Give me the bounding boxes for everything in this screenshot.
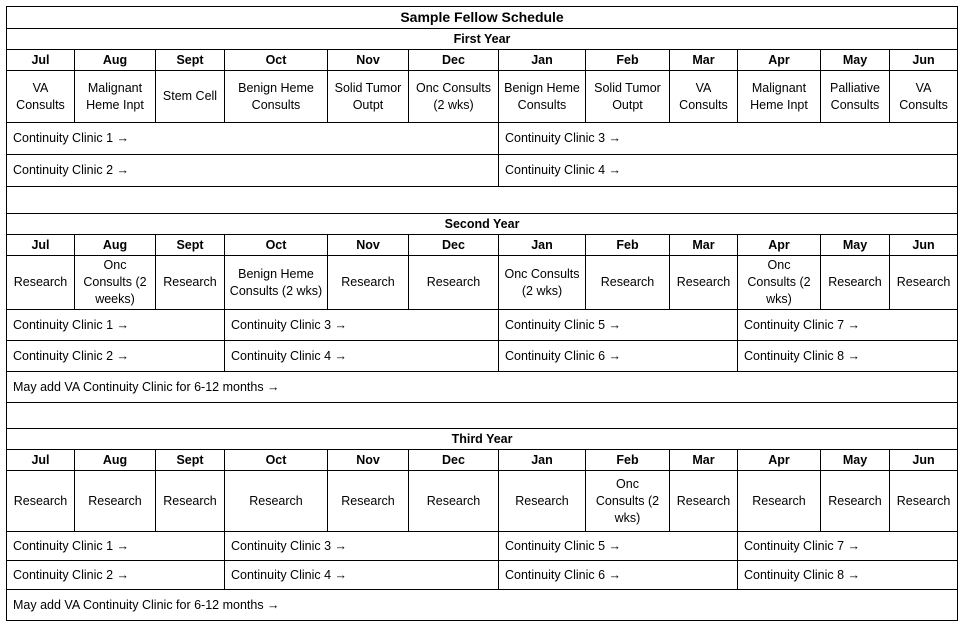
rotation-cell: Research	[499, 471, 586, 532]
continuity-clinic-cell: Continuity Clinic 3 →	[225, 310, 499, 341]
rotation-cell: Stem Cell	[156, 71, 225, 123]
month-sept: Sept	[156, 50, 225, 71]
month-may: May	[821, 50, 890, 71]
month-sept: Sept	[156, 235, 225, 256]
year2-heading: Second Year	[7, 214, 958, 235]
month-dec: Dec	[409, 50, 499, 71]
rotation-cell: Research	[738, 471, 821, 532]
continuity-clinic-cell: Continuity Clinic 7 →	[738, 532, 958, 561]
continuity-clinic-row	[7, 341, 958, 372]
rotation-cell: Research	[586, 256, 670, 310]
continuity-clinic-cell: Continuity Clinic 5 →	[499, 310, 738, 341]
month-aug: Aug	[75, 235, 156, 256]
continuity-clinic-cell: Continuity Clinic 4 →	[499, 155, 958, 187]
spacer-cell	[7, 403, 958, 429]
rotation-cell: Research	[156, 471, 225, 532]
month-feb: Feb	[586, 450, 670, 471]
month-header-row	[7, 235, 958, 256]
month-jun: Jun	[890, 450, 958, 471]
month-oct: Oct	[225, 450, 328, 471]
continuity-clinic-cell: Continuity Clinic 1 →	[7, 532, 225, 561]
continuity-clinic-cell: Continuity Clinic 7 →	[738, 310, 958, 341]
month-mar: Mar	[670, 235, 738, 256]
va-note-row	[7, 372, 958, 403]
rotation-cell: Research	[409, 471, 499, 532]
month-jul: Jul	[7, 450, 75, 471]
schedule-table	[6, 6, 958, 621]
month-oct: Oct	[225, 50, 328, 71]
month-jun: Jun	[890, 50, 958, 71]
rotation-cell: Research	[225, 471, 328, 532]
rotation-cell: Onc Consults (2 wks)	[738, 256, 821, 310]
continuity-clinic-cell: Continuity Clinic 3 →	[225, 532, 499, 561]
schedule-body	[7, 7, 958, 621]
month-jan: Jan	[499, 50, 586, 71]
month-dec: Dec	[409, 235, 499, 256]
month-feb: Feb	[586, 50, 670, 71]
continuity-clinic-cell: Continuity Clinic 6 →	[499, 341, 738, 372]
rotation-cell: Research	[75, 471, 156, 532]
month-header-row	[7, 50, 958, 71]
month-feb: Feb	[586, 235, 670, 256]
month-jul: Jul	[7, 235, 75, 256]
month-jun: Jun	[890, 235, 958, 256]
rotation-cell: Research	[821, 471, 890, 532]
rotation-cell: Onc Consults (2 wks)	[586, 471, 670, 532]
year-heading-row	[7, 429, 958, 450]
month-jan: Jan	[499, 235, 586, 256]
month-oct: Oct	[225, 235, 328, 256]
rotation-cell: Research	[890, 256, 958, 310]
title-row	[7, 7, 958, 29]
rotation-cell: Research	[821, 256, 890, 310]
rotation-cell: Research	[890, 471, 958, 532]
rotation-cell: Onc Consults (2 weeks)	[75, 256, 156, 310]
rotation-cell: Solid Tumor Outpt	[586, 71, 670, 123]
rotation-cell: Benign Heme Consults	[499, 71, 586, 123]
month-aug: Aug	[75, 450, 156, 471]
month-nov: Nov	[328, 235, 409, 256]
continuity-clinic-cell: Continuity Clinic 6 →	[499, 561, 738, 590]
rotation-cell: Research	[7, 256, 75, 310]
year1-heading: First Year	[7, 29, 958, 50]
month-apr: Apr	[738, 235, 821, 256]
continuity-clinic-cell: Continuity Clinic 2 →	[7, 561, 225, 590]
month-nov: Nov	[328, 50, 409, 71]
year-heading-row	[7, 214, 958, 235]
spacer-cell	[7, 187, 958, 214]
continuity-clinic-cell: Continuity Clinic 8 →	[738, 341, 958, 372]
va-continuity-note: May add VA Continuity Clinic for 6-12 months →	[7, 372, 958, 403]
rotation-cell: Research	[328, 471, 409, 532]
spacer-row	[7, 403, 958, 429]
rotation-cell: Onc Consults (2 wks)	[409, 71, 499, 123]
spacer-row	[7, 187, 958, 214]
month-dec: Dec	[409, 450, 499, 471]
year-heading-row	[7, 29, 958, 50]
month-apr: Apr	[738, 50, 821, 71]
month-may: May	[821, 235, 890, 256]
year3-heading: Third Year	[7, 429, 958, 450]
continuity-clinic-cell: Continuity Clinic 5 →	[499, 532, 738, 561]
continuity-clinic-cell: Continuity Clinic 4 →	[225, 561, 499, 590]
continuity-clinic-row	[7, 561, 958, 590]
va-continuity-note: May add VA Continuity Clinic for 6-12 months →	[7, 590, 958, 621]
continuity-clinic-cell: Continuity Clinic 4 →	[225, 341, 499, 372]
rotation-cell: Research	[670, 471, 738, 532]
rotation-cell: Malignant Heme Inpt	[75, 71, 156, 123]
rotation-cell: Palliative Consults	[821, 71, 890, 123]
continuity-clinic-cell: Continuity Clinic 8 →	[738, 561, 958, 590]
month-jul: Jul	[7, 50, 75, 71]
month-may: May	[821, 450, 890, 471]
va-note-row	[7, 590, 958, 621]
schedule-title: Sample Fellow Schedule	[7, 7, 958, 29]
rotation-cell: Research	[328, 256, 409, 310]
rotation-cell: Benign Heme Consults (2 wks)	[225, 256, 328, 310]
month-jan: Jan	[499, 450, 586, 471]
rotation-cell: Malignant Heme Inpt	[738, 71, 821, 123]
rotation-cell: VA Consults	[670, 71, 738, 123]
month-apr: Apr	[738, 450, 821, 471]
rotation-cell: Research	[409, 256, 499, 310]
continuity-clinic-cell: Continuity Clinic 2 →	[7, 155, 499, 187]
month-sept: Sept	[156, 450, 225, 471]
rotation-cell: VA Consults	[890, 71, 958, 123]
continuity-clinic-cell: Continuity Clinic 1 →	[7, 123, 499, 155]
rotation-row	[7, 471, 958, 532]
continuity-clinic-row	[7, 155, 958, 187]
rotation-cell: Research	[156, 256, 225, 310]
continuity-clinic-row	[7, 310, 958, 341]
continuity-clinic-row	[7, 532, 958, 561]
rotation-row	[7, 256, 958, 310]
month-aug: Aug	[75, 50, 156, 71]
continuity-clinic-cell: Continuity Clinic 2 →	[7, 341, 225, 372]
month-header-row	[7, 450, 958, 471]
rotation-cell: Research	[670, 256, 738, 310]
month-mar: Mar	[670, 50, 738, 71]
rotation-cell: Benign Heme Consults	[225, 71, 328, 123]
rotation-cell: Onc Consults (2 wks)	[499, 256, 586, 310]
continuity-clinic-row	[7, 123, 958, 155]
month-nov: Nov	[328, 450, 409, 471]
continuity-clinic-cell: Continuity Clinic 3 →	[499, 123, 958, 155]
rotation-cell: Solid Tumor Outpt	[328, 71, 409, 123]
month-mar: Mar	[670, 450, 738, 471]
rotation-cell: Research	[7, 471, 75, 532]
rotation-cell: VA Consults	[7, 71, 75, 123]
continuity-clinic-cell: Continuity Clinic 1 →	[7, 310, 225, 341]
rotation-row	[7, 71, 958, 123]
